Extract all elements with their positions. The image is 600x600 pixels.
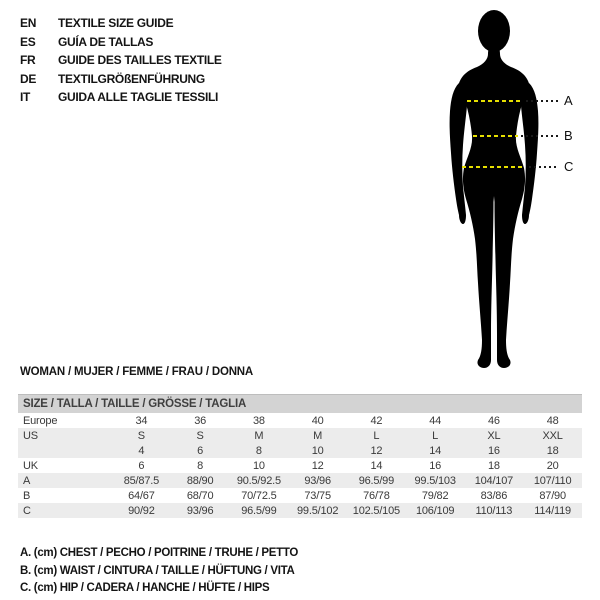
size-cell: 96.5/99	[347, 473, 406, 488]
language-title: TEXTILE SIZE GUIDE	[58, 16, 174, 30]
waist-marker-label: B	[564, 128, 573, 143]
size-cell: 90.5/92.5	[230, 473, 289, 488]
size-cell: 10	[252, 459, 265, 472]
size-cell: M	[288, 428, 347, 443]
size-cell: 14	[406, 443, 465, 458]
language-title: GUIDA ALLE TAGLIE TESSILI	[58, 90, 219, 105]
size-cell: 8	[197, 459, 204, 472]
size-cell: 79/82	[421, 489, 449, 502]
row-label	[18, 443, 112, 458]
waist-leader-line	[521, 135, 559, 137]
size-cell: 48	[546, 414, 559, 427]
table-row	[18, 488, 582, 503]
size-cell: 36	[194, 414, 207, 427]
size-cell: 10	[288, 443, 347, 458]
section-title: WOMAN / MUJER / FEMME / FRAU / DONNA	[20, 366, 254, 378]
language-title: GUÍA DE TALLAS	[58, 34, 154, 49]
language-title: GUIDE DES TAILLES TEXTILE	[58, 53, 222, 68]
size-cell: 102.5/105	[347, 503, 406, 518]
hip-leader-line	[529, 166, 559, 168]
table-row	[18, 473, 582, 488]
size-cell: 34	[135, 414, 148, 427]
size-cell: 114/119	[523, 503, 582, 518]
size-cell: 99.5/103	[406, 473, 465, 488]
size-cell: M	[230, 428, 289, 443]
row-label: US	[18, 428, 112, 443]
size-cell: XL	[465, 428, 524, 443]
size-cell: 93/96	[171, 503, 230, 518]
language-code: DE	[20, 71, 37, 86]
size-cell: 73/75	[304, 489, 331, 502]
table-row	[18, 443, 582, 458]
language-code: EN	[20, 16, 37, 30]
size-cell: 14	[370, 459, 383, 472]
language-code: ES	[20, 34, 36, 49]
size-cell: 93/96	[288, 473, 347, 488]
measurement-footnotes	[20, 545, 298, 598]
size-cell: 6	[138, 459, 145, 472]
size-cell: 18	[487, 459, 500, 472]
waist-dash-line	[473, 135, 518, 137]
size-cell: 46	[487, 414, 500, 427]
size-cell: 40	[311, 414, 324, 427]
size-cell: 16	[465, 443, 524, 458]
footnote-line: C. (cm) HIP / CADERA / HANCHE / HÜFTE / HIPS	[20, 582, 270, 594]
row-label: C	[18, 503, 112, 518]
size-cell: 44	[429, 414, 442, 427]
size-cell: 4	[112, 443, 171, 458]
size-cell: 18	[523, 443, 582, 458]
size-cell: S	[112, 428, 171, 443]
size-table	[18, 394, 582, 518]
size-cell: XXL	[523, 428, 582, 443]
table-row	[18, 458, 582, 473]
hip-dash-line	[462, 166, 525, 168]
size-cell: 90/92	[112, 503, 171, 518]
language-code: FR	[20, 53, 36, 68]
size-cell: 85/87.5	[112, 473, 171, 488]
row-label: B	[23, 489, 31, 502]
woman-silhouette	[432, 6, 556, 372]
size-cell: 76/78	[363, 489, 390, 502]
size-table-body	[18, 413, 582, 518]
size-cell: 104/107	[465, 473, 524, 488]
table-row	[18, 413, 582, 428]
size-cell: 38	[252, 414, 265, 427]
size-cell: 70/72.5	[241, 489, 277, 502]
chest-dash-line	[467, 100, 521, 102]
size-cell: 99.5/102	[288, 503, 347, 518]
size-cell: 106/109	[406, 503, 465, 518]
size-cell: 64/67	[128, 489, 155, 502]
size-cell: 110/113	[465, 503, 524, 518]
measure-line-waist	[0, 128, 600, 143]
size-cell: 42	[370, 414, 383, 427]
chest-leader-line	[526, 100, 559, 102]
size-cell: 96.5/99	[230, 503, 289, 518]
row-label: A	[18, 473, 112, 488]
chest-marker-label: A	[564, 93, 573, 108]
size-cell: S	[171, 428, 230, 443]
size-cell: 8	[230, 443, 289, 458]
size-cell: L	[406, 428, 465, 443]
size-cell: 20	[546, 459, 559, 472]
hip-marker-label: C	[564, 159, 574, 174]
footnote-line: B. (cm) WAIST / CINTURA / TAILLE / HÜFTUNG / VITA	[20, 564, 295, 577]
size-cell: 88/90	[171, 473, 230, 488]
language-title: TEXTILGRÖßENFÜHRUNG	[58, 71, 205, 86]
language-code: IT	[20, 90, 31, 105]
size-cell: 6	[171, 443, 230, 458]
table-row	[18, 503, 582, 518]
size-cell: 68/70	[186, 489, 214, 502]
table-row	[18, 428, 582, 443]
row-label: Europe	[23, 414, 58, 427]
size-table-header-row	[18, 395, 582, 414]
measure-line-hip	[0, 159, 600, 174]
size-table-header: SIZE / TALLA / TAILLE / GRÖSSE / TAGLIA	[18, 395, 582, 414]
size-cell: 12	[347, 443, 406, 458]
size-cell: 12	[311, 459, 324, 472]
size-cell: 87/90	[539, 489, 566, 502]
size-cell: 16	[429, 459, 442, 472]
size-cell: 83/86	[480, 489, 508, 502]
footnote-line: A. (cm) CHEST / PECHO / POITRINE / TRUHE / PETTO	[20, 547, 299, 559]
row-label: UK	[23, 459, 38, 472]
size-cell: 107/110	[523, 473, 582, 488]
size-cell: L	[347, 428, 406, 443]
